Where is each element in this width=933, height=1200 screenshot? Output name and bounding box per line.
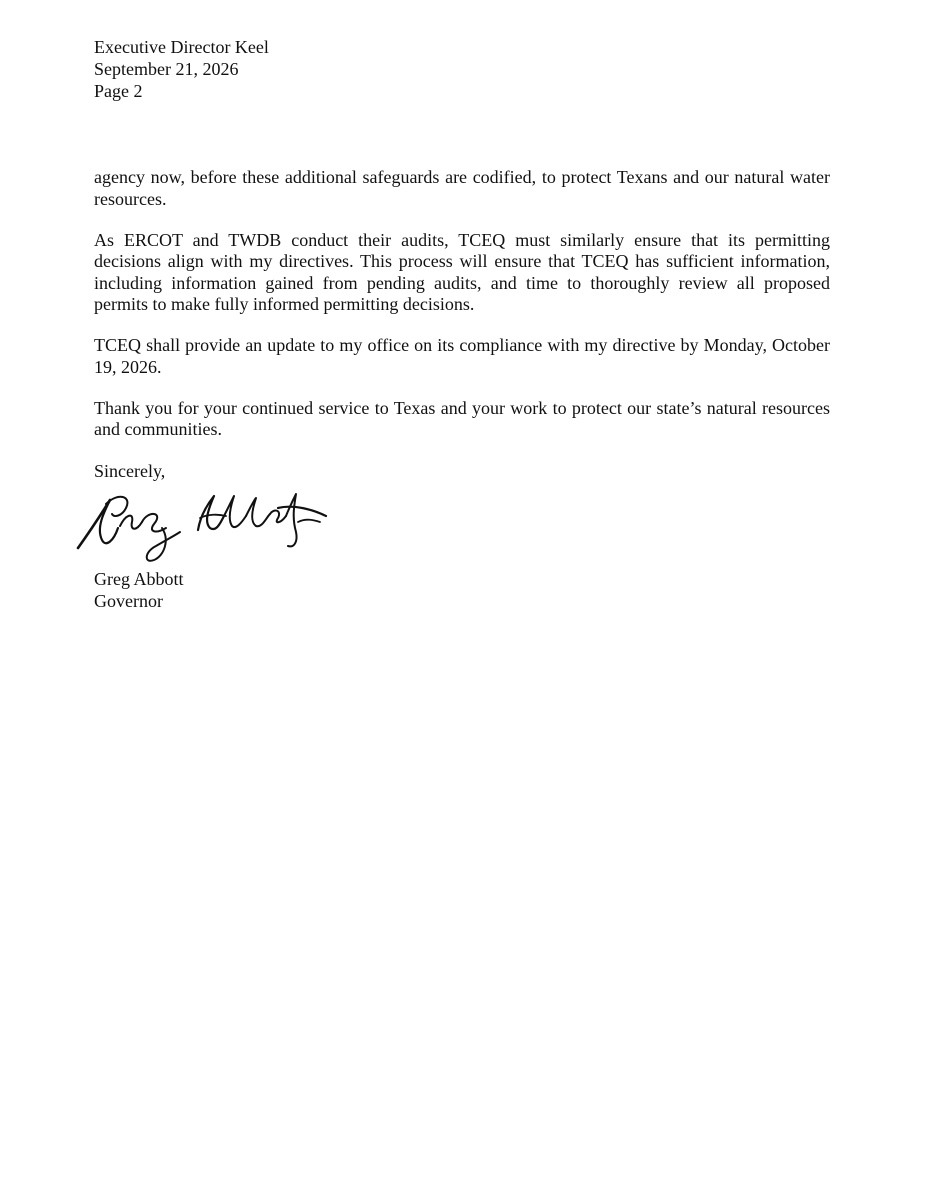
page-number: Page 2 xyxy=(94,81,143,101)
letter-body xyxy=(94,167,830,502)
paragraph-1: agency now, before these additional safeguards are codified, to protect Texans and our natural water resources. xyxy=(94,167,830,209)
letter-header xyxy=(94,36,269,102)
paragraph-3: TCEQ shall provide an update to my office on its compliance with my directive by Monday, October 19, 2026. xyxy=(94,335,830,377)
signer-name: Greg Abbott xyxy=(94,569,184,589)
paragraph-4: Thank you for your continued service to Texas and your work to protect our state’s natural resources and communities. xyxy=(94,397,830,439)
recipient-line: Executive Director Keel xyxy=(94,37,269,57)
signer-title: Governor xyxy=(94,591,163,611)
handwritten-signature xyxy=(74,488,334,568)
closing-salutation: Sincerely, xyxy=(94,461,166,481)
signer-block xyxy=(94,568,184,612)
date-line: September 21, 2026 xyxy=(94,59,239,79)
paragraph-2: As ERCOT and TWDB conduct their audits, TCEQ must similarly ensure that its permitting decisions align with my directives. This process will ensure that TCEQ has sufficient information, including information gained from pending audits, and time to thoroughly review all proposed permits to make fully informed permitting decisions. xyxy=(94,229,830,314)
